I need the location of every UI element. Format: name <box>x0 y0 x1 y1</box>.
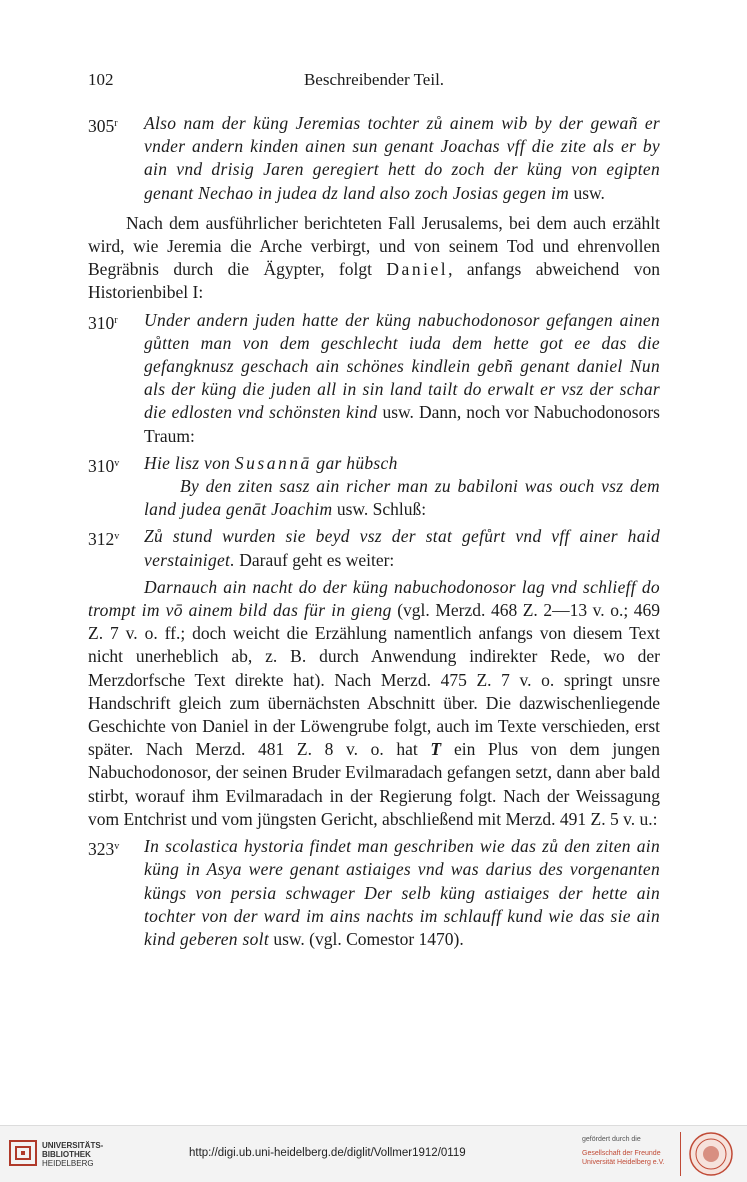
quote-text: In scolastica hystoria findet man geschriben wie das zů den ziten ain küng in Asya were genant astiaiges vnd was darius des vorgenanten küngs von persia schwager Der selb küng astiaiges der hette ain tochter von der ward im ains nachts im schlauff kund wie das sie ain kind geberen solt <box>144 836 660 949</box>
siglum-T: T <box>430 739 442 760</box>
paragraph-daniel: Nach dem ausführlicher berichteten Fall Jerusalems, bei dem auch erzählt wird, wie Jeremia die Arche verbirgt, und von seinem Tod und ehrenvollen Begräbnis durch die Ägypter, folgt Daniel, anfangs abweichend von Historienbibel I: <box>88 212 660 303</box>
quote-tail: usw. (vgl. Comestor 1470). <box>268 928 464 949</box>
folio-label: 310$^r$ <box>88 312 118 333</box>
folio-label: 305$^r$ <box>88 116 118 136</box>
page-number: 102 <box>88 70 114 89</box>
university-library-logo-icon[interactable] <box>8 1138 38 1168</box>
footer-divider <box>680 1132 681 1176</box>
page-body <box>88 112 660 951</box>
quote-block-305r <box>88 112 660 205</box>
quote-tail: usw. <box>569 182 605 203</box>
quote-text: Also nam der küng Jeremias tochter zů ainem wib by der gewañ er vnder andern kinden ainen sun genant Joachas vff die zite als er by ain vnd drisig Jaren geregiert hett do zoch der küng von egipten genant Nechao in judea dz land also zoch Josias gegen im <box>144 113 660 203</box>
sponsor-note: gefördert durch die Gesellschaft der Freunde Universität Heidelberg e.V. <box>582 1136 665 1166</box>
quote-text: By den ziten sasz ain richer man zu babiloni was ouch vsz dem land judea genāt Joachim usw. Schluß: <box>144 476 660 520</box>
spaced-name: Daniel <box>386 259 449 280</box>
viewer-footer <box>0 1125 747 1182</box>
quote-block-323v <box>88 835 660 951</box>
quote-text: Zů stund wurden sie beyd vsz der stat gefůrt vnd vff ainer haid verstainiget. <box>144 526 660 570</box>
quote-block-310v <box>88 452 660 522</box>
quote-tail: usw. Dann, noch vor Nabuchodonosors Traum: <box>144 402 660 446</box>
permalink-url[interactable]: http://digi.ub.uni-heidelberg.de/diglit/Vollmer1912/0119 <box>189 1147 466 1159</box>
paragraph-merzdorf: Darnauch ain nacht do der küng nabuchodonosor lag vnd schlieff do trompt im vō ainem bild das für in gieng (vgl. Merzd. 468 Z. 2—13 v. o.; 469 Z. 7 v. o. ff.; doch weicht die Erzählung namentlich anfangs von diesem Text nicht unerheblich ab, z. B. durch Anwendung indirekter Rede, wo der Merzdorfsche Text direkte hat). Nach Merzd. 475 Z. 7 v. o. springt unsre Handschrift gleich zum übernächsten Abschnitt über. Die dazwischenliegende Geschichte von Daniel in der Löwengrube folgt, auch im Texte verschieden, erst später. Nach Merzd. 481 Z. 8 v. o. hat T ein Plus von dem jungen Nabuchodonosor, der seinen Bruder Evilmaradach gefangen setzt, dann aber bald stirbt, worauf ihm Evilmaradach in der Regierung folgt. Nach der Weissagung vom Entchrist und vom jüngsten Gericht, abschließend mit Merzd. 491 Z. 5 v. u.: <box>88 576 660 829</box>
running-title: Beschreibender Teil. <box>303 70 445 89</box>
quote-text: Under andern juden hatte der küng nabuchodonosor gefangen ainen gůtten man von dem geschlecht iuda dem hette got ee das die gefangknusz geschach ain schönes kindlein gebñ genant daniel Nun als der küng die juden all in sin land tailt do erwalt er vsz der schar die edlosten vnd schönsten kind <box>144 309 660 423</box>
quote-tail: Darauf geht es weiter: <box>234 549 395 570</box>
quote-heading: Hie lisz von Susannā gar hübsch <box>144 452 398 473</box>
folio-label: 310$^v$ <box>88 455 120 476</box>
quote-block-312v <box>88 525 660 571</box>
library-name[interactable]: UNIVERSITÄTS- BIBLIOTHEK HEIDELBERG <box>42 1141 104 1168</box>
quote-block-310r <box>88 309 660 448</box>
folio-label: 323$^v$ <box>88 839 120 860</box>
folio-label: 312$^v$ <box>88 529 120 550</box>
society-seal-icon[interactable] <box>688 1131 734 1177</box>
